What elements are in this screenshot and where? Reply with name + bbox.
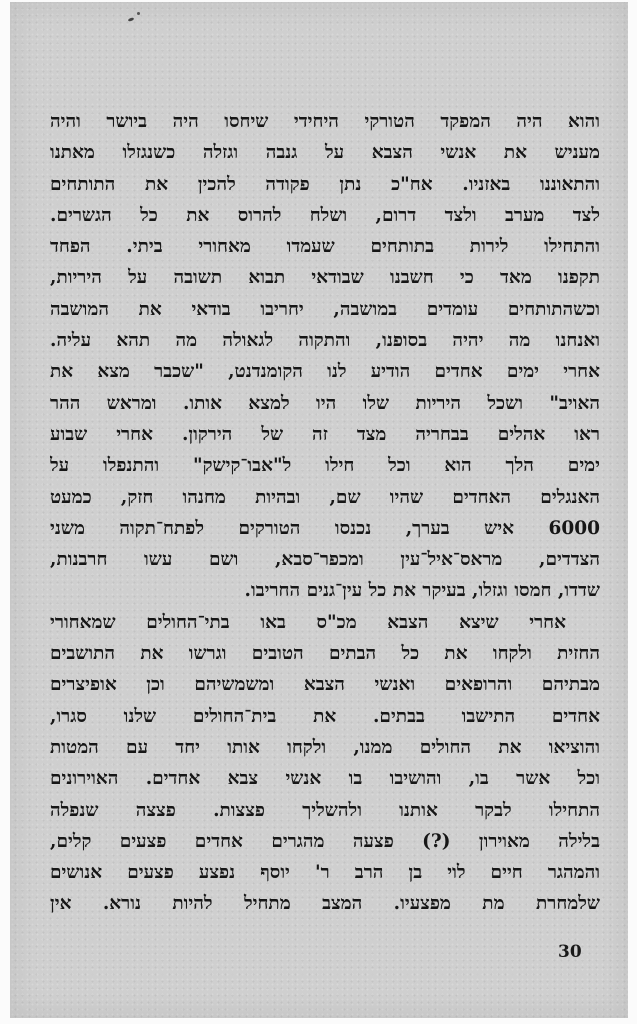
text-line: והוציאו את החולים ממנו, ולקחו אותו יחד עם המטות (50, 736, 600, 758)
paragraph (50, 607, 600, 920)
text-line: מבתיהם והרופאים ואנשי הצבא ומשמשיהם וכן אופיצרים (50, 674, 600, 696)
paragraph (50, 106, 600, 607)
text-line: בלילה מאוירון (?) פצעה מהגרים אחדים פצעים קלים, (50, 830, 600, 852)
ink-speck (128, 17, 135, 22)
book-page (10, 2, 628, 1018)
text-line: אחרי שיצא הצבא מכ"ס באו בתי־החולים שמאחורי (50, 611, 566, 633)
text-line: 6000 איש בערך, נכנסו הטורקים לפתח־תקוה משני (50, 517, 600, 539)
text-line: שדדו, חמסו וגזלו, בעיקר את כל עין־גנים החריבו. (244, 580, 600, 602)
ink-speck (137, 12, 140, 15)
text-line: וכשהתותחים עומדים במושבה, יחריבו בודאי את המושבה (50, 298, 600, 320)
text-line: ואנחנו מה יהיה בסופנו, והתקוה לגאולה מה תהא עליה. (50, 330, 600, 352)
text-line: אחדים התישבו בבתים. את בית־החולים שלנו סגרו, (50, 705, 600, 727)
text-line: והתחילו לירות בתותחים שעמדו מאחורי ביתי. הפחד (50, 236, 600, 258)
text-line: החזית ולקחו את כל הבתים הטובים וגרשו את התושבים (50, 643, 600, 665)
text-line: ראו אהלים בבחריה מצד זה של הירקון. אחרי שבוע (50, 423, 600, 445)
text-line: האויב" ושכל היריות שלו היו למצא אותו. ומראש ההר (50, 392, 600, 414)
text-line: וכל אשר בו, והושיבו בו אנשי צבא אחדים. האוירונים (50, 768, 600, 790)
text-line: לצד מערב ולצד דרום, ושלח להרוס את כל הגשרים. (50, 204, 600, 226)
text-line: והמהגר חיים לוי בן הרב ר' יוסף נפצע פצעים אנושים (50, 862, 600, 884)
text-line: והוא היה המפקד הטורקי היחידי שיחסו היה ביושר והיה (50, 111, 600, 132)
text-line: ימים הלך הוא וכל חילו ל"אבו־קישק" והתנפלו על (50, 455, 600, 477)
text-line: שלמחרת מת מפצעיו. המצב מתחיל להיות נורא. אין (50, 893, 600, 915)
page-number: 30 (558, 942, 582, 962)
body-text (50, 106, 600, 920)
text-line: הצדדים, מראס־איל־עין ומכפר־סבא, ושם עשו חרבנות, (50, 549, 600, 571)
text-line: האנגלים האחדים שהיו שם, ובהיות מחנהו חזק, כמעט (50, 486, 600, 508)
text-line: תקפנו מאד כי חשבנו שבודאי תבוא תשובה על היריות, (50, 267, 600, 289)
text-line: התחילו לבקר אותנו ולהשליך פצצות. פצצה שנפלה (50, 799, 600, 821)
text-line: והתאוננו באזניו. אח"כ נתן פקודה להכין את התותחים (50, 173, 600, 195)
text-line: מעניש את אנשי הצבא על גנבה וגזלה כשנגזלו מאתנו (50, 142, 600, 164)
text-line: אחרי ימים אחדים הודיע לנו הקומנדנט, "שכבר מצא את (50, 361, 600, 383)
